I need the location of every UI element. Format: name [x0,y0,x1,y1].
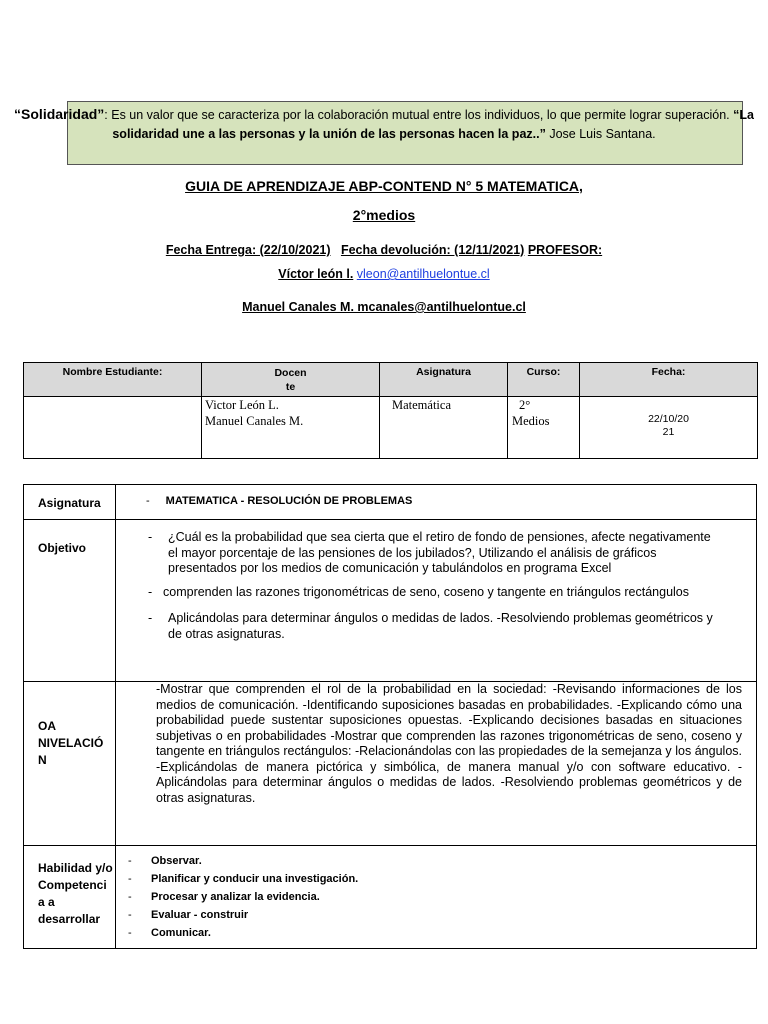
dates-line [0,243,768,257]
oa-label: OA NIVELACIÓ N [24,682,116,846]
header-docente: Docen te [202,363,380,397]
oa-text: -Mostrar que comprenden el rol de la probabilidad en la sociedad: -Revisando informaciones de los medios de comunicación. -Identificando suposiciones basadas en probabilidades. -Explicando cómo una probabilidad puede sustentar suposiciones opuestas. -Explicando decisiones basadas en situaciones subjetivas o en probabilidades -Mostrar que comprenden las razones trigonométricas de seno, coseno y tangente en triángulos rectángulos: -Relacionándolas con las propiedades de la semejanza y los ángulos. -Explicándolas de manera pictórica y simbólica, de manera manual y/o con software educativo. -Aplicándolas para determinar ángulos o medidas de lados. -Resolviendo problemas geométricos y de otras asignaturas. [156,682,742,805]
teacher2-line: Manuel Canales M. mcanales@antilhuelontue.cl [242,300,526,314]
guide-table [23,484,757,949]
row-oa [24,682,757,846]
objetivo-item: - comprenden las razones trigonométricas de seno, coseno y tangente en triángulos rectángulos [148,584,690,599]
header-asignatura: Asignatura [380,363,508,397]
habilidad-list [116,846,756,942]
quote-author: Jose Luis Santana. [545,127,656,141]
info-value-row [24,397,758,459]
habilidad-item: - Observar. [128,852,756,870]
habilidad-item: - Planificar y conducir una investigación. [128,870,756,888]
quote-phrase: “La solidaridad une a las personas y la unión de las personas hacen la paz..” [112,108,754,141]
objetivo-cell [116,520,757,682]
row-habilidad [24,846,757,949]
asignatura-dash: - [146,495,150,507]
curso-line2: Medios [512,414,550,428]
student-name-cell[interactable] [24,397,202,459]
curso-line1: 2° [519,398,531,412]
habilidad-item: - Procesar y analizar la evidencia. [128,888,756,906]
fecha-devolucion: Fecha devolución: (12/11/2021) [340,243,525,257]
teacher1-line [0,267,768,281]
habilidad-item: - Evaluar - construir [128,906,756,924]
objetivo-label: Objetivo [24,520,116,682]
asignatura-value: MATEMATICA - RESOLUCIÓN DE PROBLEMAS [165,495,413,507]
objetivo-item: - ¿Cuál es la probabilidad que sea cierta que el retiro de fondo de pensiones, afecte negativamente el mayor porcentaje de las pensiones de los jubilados?, Utilizando el análisis de gráficos presentados por los medios de comunicación y tabulándolos en programa Excel [148,530,711,575]
quote-definition: : Es un valor que se caracteriza por la colaboración mutual entre los individuos, lo que permite lograr superación. [104,108,734,122]
student-info-table [23,362,758,459]
profesor-label: PROFESOR: [527,243,603,257]
document-subtitle: 2°medios [352,207,416,223]
fecha-line1: 22/10/20 [648,413,689,425]
docente-line1: Victor León L. [205,398,279,412]
teacher1-email-link[interactable]: vleon@antilhuelontue.cl [356,267,490,281]
habilidad-item: - Comunicar. [128,924,756,942]
fecha-cell [580,397,758,459]
docente-line2: Manuel Canales M. [205,414,304,428]
curso-cell [508,397,580,459]
header-nombre: Nombre Estudiante: [24,363,202,397]
info-header-row [24,363,758,397]
header-fecha: Fecha: [580,363,758,397]
docente-cell [202,397,380,459]
quote-keyword: “Solidaridad” [14,106,105,122]
row-asignatura [24,485,757,520]
objetivo-item: - Aplicándolas para determinar ángulos o medidas de lados. -Resolviendo problemas geométricos y de otras asignaturas. [148,611,713,641]
habilidad-label: Habilidad y/o Competenci a a desarrollar [24,846,116,949]
asignatura-value-cell [116,485,757,520]
asignatura-label: Asignatura [24,485,116,520]
header-curso: Curso: [508,363,580,397]
asignatura-cell: Matemática [380,397,508,459]
quote-text [14,105,754,144]
fecha-entrega: Fecha Entrega: (22/10/2021) [165,243,331,257]
row-objetivo [24,520,757,682]
document-title: GUIA DE APRENDIZAJE ABP-CONTEND N° 5 MATEMATICA, [185,178,583,194]
oa-cell [116,682,757,846]
fecha-line2: 21 [662,426,675,438]
habilidad-cell [116,846,757,949]
teacher1-name: Víctor león l. [278,267,354,281]
